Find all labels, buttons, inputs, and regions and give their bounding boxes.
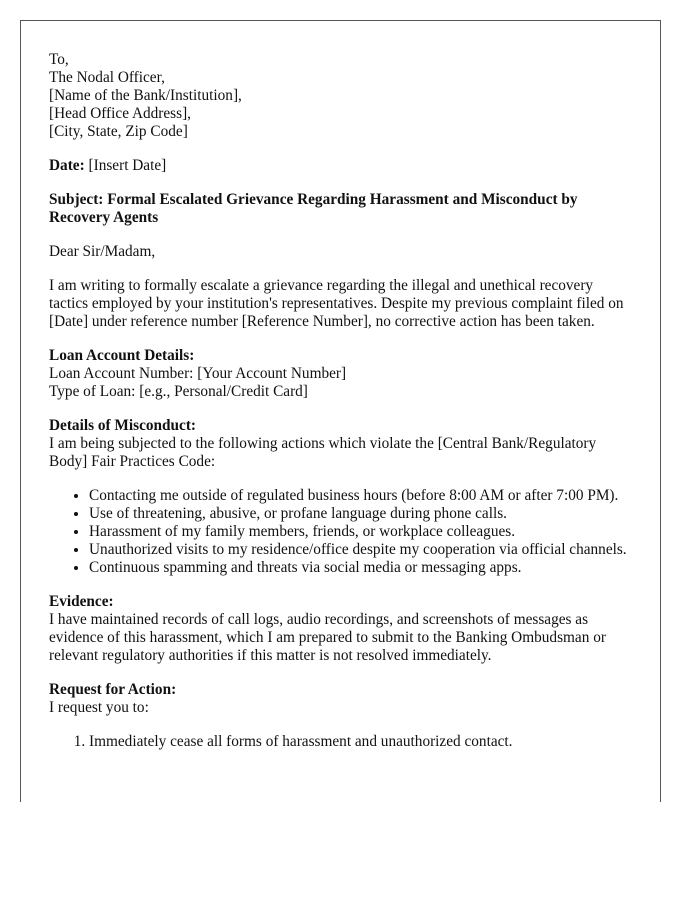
list-item: • Unauthorized visits to my residence/office despite my cooperation via official channels. [89,541,634,559]
misconduct-heading: Details of Misconduct: [49,417,197,434]
list-item: • Harassment of my family members, friends, or workplace colleagues. [89,523,634,541]
request-intro: I request you to: [49,699,149,716]
recipient-officer: The Nodal Officer, [49,69,165,86]
recipient-block [49,51,634,141]
intro-paragraph: I am writing to formally escalate a grievance regarding the illegal and unethical recovery tactics employed by your institution's representatives. Despite my previous complaint filed on [Date] under reference number [Reference Number], no corrective action has been taken. [49,277,624,330]
subject-line [49,191,634,227]
date-label: Date: [49,157,85,174]
list-item: • Continuous spamming and threats via social media or messaging apps. [89,559,634,577]
request-section [49,681,634,717]
loan-details-heading: Loan Account Details: [49,347,195,364]
date-value: [Insert Date] [88,157,167,174]
subject-text: Subject: Formal Escalated Grievance Regarding Harassment and Misconduct by Recovery Agents [49,191,578,226]
list-item: • Use of threatening, abusive, or profane language during phone calls. [89,505,634,523]
misconduct-list [49,487,634,577]
evidence-text: I have maintained records of call logs, audio recordings, and screenshots of messages as evidence of this harassment, which I am prepared to submit to the Banking Ombudsman or relevant regulatory authorities if this matter is not resolved immediately. [49,611,606,664]
loan-type: Type of Loan: [e.g., Personal/Credit Card] [49,383,308,400]
loan-account-number: Loan Account Number: [Your Account Number] [49,365,347,382]
letter-body [49,51,634,767]
request-heading: Request for Action: [49,681,177,698]
misconduct-section [49,417,634,471]
misconduct-intro: I am being subjected to the following actions which violate the [Central Bank/Regulatory Body] Fair Practices Code: [49,435,597,470]
recipient-bank-name: [Name of the Bank/Institution], [49,87,242,104]
recipient-city: [City, State, Zip Code] [49,123,188,140]
evidence-heading: Evidence: [49,593,114,610]
list-item: • Contacting me outside of regulated business hours (before 8:00 AM or after 7:00 PM). [89,487,634,505]
salutation: Dear Sir/Madam, [49,243,156,260]
list-item: 1. Immediately cease all forms of harassment and unauthorized contact. [89,733,634,751]
evidence-section [49,593,634,665]
loan-details-section [49,347,634,401]
recipient-to: To, [49,51,69,68]
recipient-address: [Head Office Address], [49,105,192,122]
request-list [49,733,634,751]
date-line [49,157,634,175]
letter-page [20,20,661,802]
